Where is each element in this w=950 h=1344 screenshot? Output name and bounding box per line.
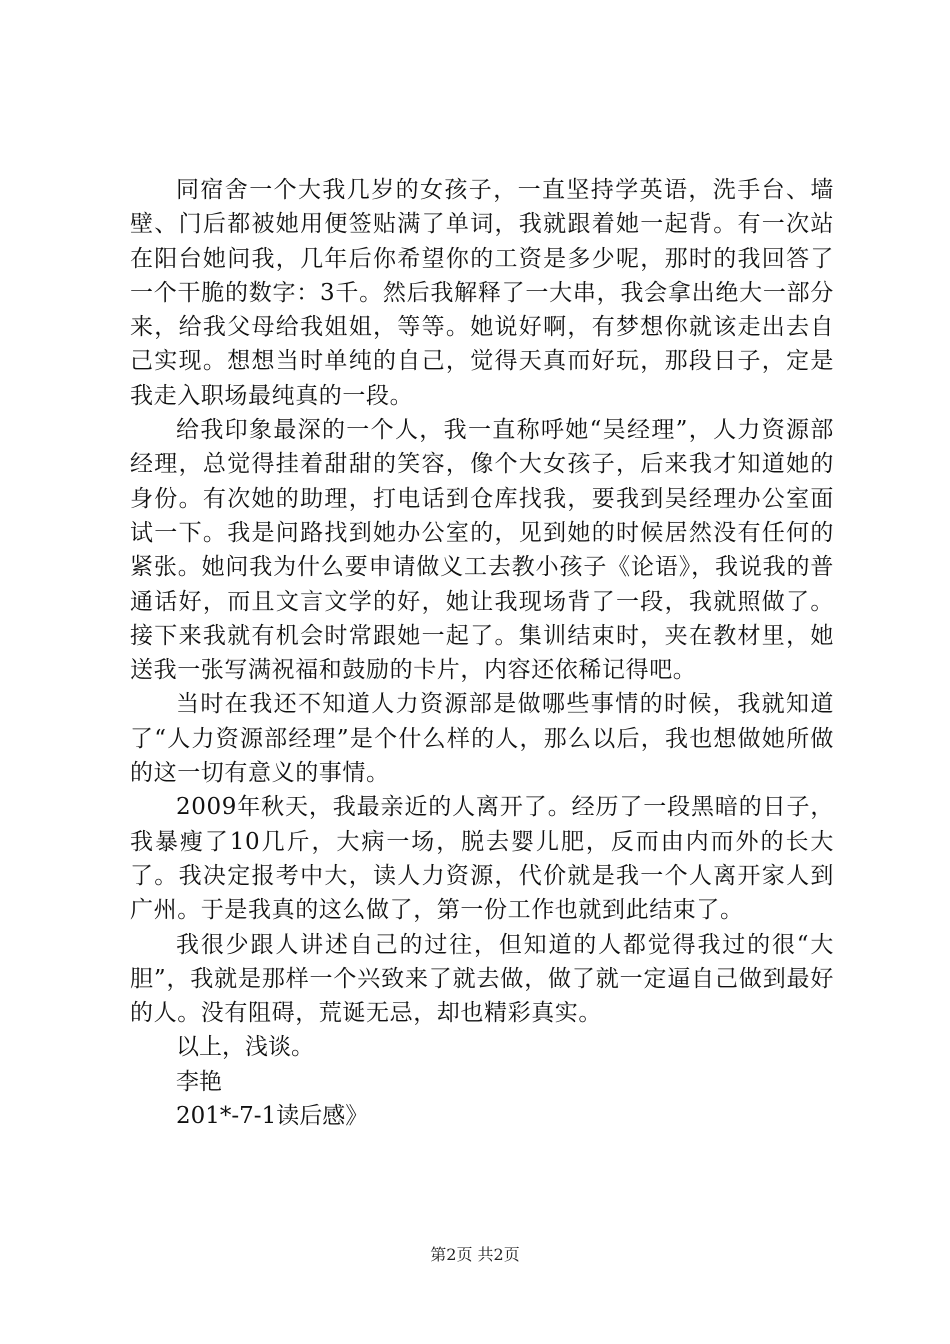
date-line: 201*-7-1读后感》 xyxy=(176,1103,369,1130)
closing-remark: 以上，浅谈。 xyxy=(176,1034,314,1061)
page-footer: 第2页 共2页 xyxy=(430,1245,520,1264)
paragraph-3: 当时在我还不知道人力资源部是做哪些事情的时候，我就知道了“人力资源部经理”是个什么样的人，那么以后，我也想做她所做的这一切有意义的事情。 xyxy=(130,691,834,787)
author-name: 李艳 xyxy=(176,1068,222,1095)
document-body xyxy=(130,173,834,1133)
paragraph-2: 给我印象最深的一个人，我一直称呼她“吴经理”，人力资源部经理，总觉得挂着甜甜的笑容，像个大女孩子，后来我才知道她的身份。有次她的助理，打电话到仓库找我，要我到吴经理办公室面试一下。我是问路找到她办公室的，见到她的时候居然没有任何的紧张。她问我为什么要申请做义工去教小孩子《论语》，我说我的普通话好，而且文言文学的好，她让我现场背了一段，我就照做了。接下来我就有机会时常跟她一起了。集训结束时，夹在教材里，她送我一张写满祝福和鼓励的卡片，内容还依稀记得吧。 xyxy=(130,417,834,684)
paragraph-4: 2009年秋天，我最亲近的人离开了。经历了一段黑暗的日子，我暴瘦了10几斤，大病一场，脱去婴儿肥，反而由内而外的长大了。我决定报考中大，读人力资源，代价就是我一个人离开家人到广州。于是我真的这么做了，第一份工作也就到此结束了。 xyxy=(130,794,834,924)
paragraph-1: 同宿舍一个大我几岁的女孩子，一直坚持学英语，洗手台、墙壁、门后都被她用便签贴满了单词，我就跟着她一起背。有一次站在阳台她问我，几年后你希望你的工资是多少呢，那时的我回答了一个干脆的数字：3千。然后我解释了一大串，我会拿出绝大一部分来，给我父母给我姐姐，等等。她说好啊，有梦想你就该走出去自己实现。想想当时单纯的自己，觉得天真而好玩，那段日子，定是我走入职场最纯真的一段。 xyxy=(130,177,834,409)
paragraph-5: 我很少跟人讲述自己的过往，但知道的人都觉得我过的很“大胆”，我就是那样一个兴致来了就去做，做了就一定逼自己做到最好的人。没有阻碍，荒诞无忌，却也精彩真实。 xyxy=(130,931,834,1027)
